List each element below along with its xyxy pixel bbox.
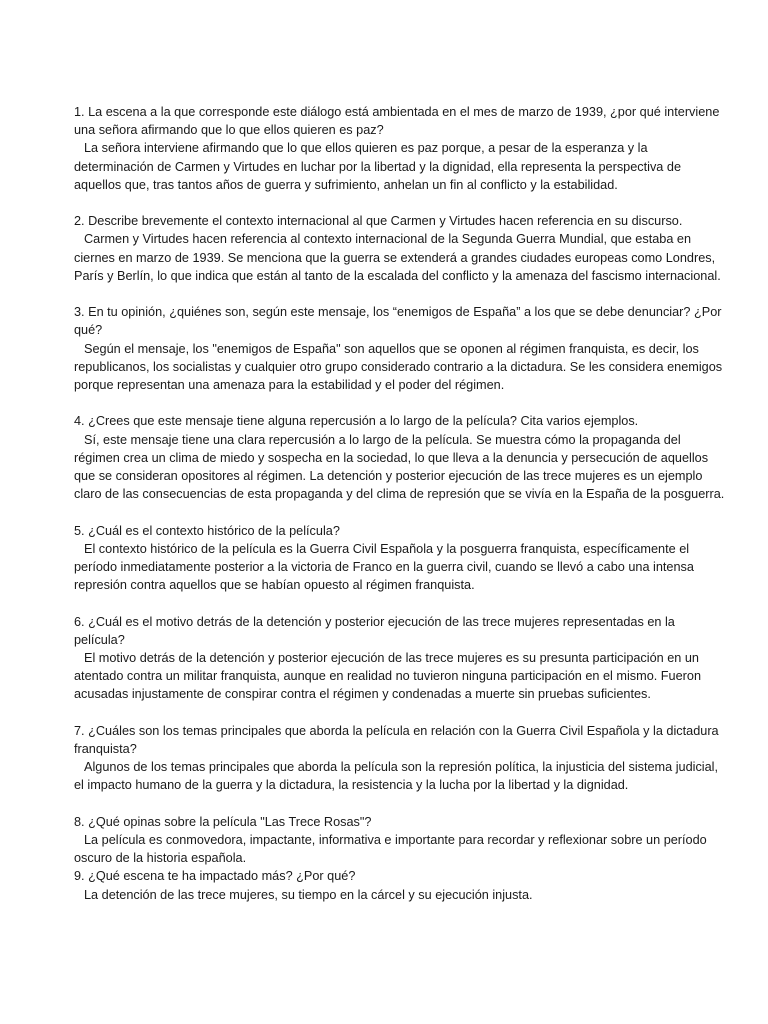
qa-item-6 bbox=[74, 613, 728, 704]
answer-1: La señora interviene afirmando que lo que ellos quieren es paz porque, a pesar de la esperanza y la determinación de Carmen y Virtudes en luchar por la libertad y la dignidad, ella representa la perspectiva de aquellos que, tras tantos años de guerra y sufrimiento, anhelan un fin al conflicto y la estabilidad. bbox=[74, 141, 681, 192]
answer-8: La película es conmovedora, impactante, informativa e importante para recordar y reflexionar sobre un período oscuro de la historia española. bbox=[74, 833, 707, 866]
question-5: 5. ¿Cuál es el contexto histórico de la película? bbox=[74, 523, 340, 538]
document-page bbox=[74, 103, 728, 904]
question-2: 2. Describe brevemente el contexto internacional al que Carmen y Virtudes hacen referencia en su discurso. bbox=[74, 214, 683, 229]
question-7: 7. ¿Cuáles son los temas principales que aborda la película en relación con la Guerra Civil Española y la dictadura franquista? bbox=[74, 723, 719, 757]
question-4: 4. ¿Crees que este mensaje tiene alguna repercusión a lo largo de la película? Cita varios ejemplos. bbox=[74, 414, 639, 429]
question-1: 1. La escena a la que corresponde este diálogo está ambientada en el mes de marzo de 1939, ¿por qué interviene una señora afirmando que lo que ellos quieren es paz? bbox=[74, 105, 720, 138]
qa-item-8 bbox=[74, 813, 728, 868]
answer-9: La detención de las trece mujeres, su tiempo en la cárcel y su ejecución injusta. bbox=[84, 887, 533, 902]
answer-5: El contexto histórico de la película es la Guerra Civil Española y la posguerra franquista, específicamente el período inmediatamente posterior a la victoria de Franco en la guerra civil, cuando se llevó a cabo una intensa represión contra aquellos que se habían opuesto al régimen franquista. bbox=[74, 541, 694, 593]
qa-item-9 bbox=[74, 867, 728, 903]
answer-3: Según el mensaje, los "enemigos de España" son aquellos que se oponen al régimen franquista, es decir, los republicanos, los socialistas y cualquier otro grupo considerado contrario a la dictadura. Se les considera enemigos porque representan una amenaza para la estabilidad y el poder del régimen. bbox=[74, 341, 723, 393]
answer-2: Carmen y Virtudes hacen referencia al contexto internacional de la Segunda Guerra Mundial, que estaba en ciernes en marzo de 1939. Se menciona que la guerra se extenderá a grandes ciudades europeas como Londres, París y Berlín, lo que indica que están al tanto de la escalada del conflicto y la amenaza del fascismo internacional. bbox=[74, 232, 721, 283]
answer-6: El motivo detrás de la detención y posterior ejecución de las trece mujeres es su presunta participación en un atentado contra un militar franquista, aunque en realidad no tuvieron ninguna participación en el mismo. Fueron acusadas injustamente de conspirar contra el régimen y condenadas a muerte sin pruebas suficientes. bbox=[74, 651, 702, 702]
qa-item-5 bbox=[74, 522, 728, 595]
question-3: 3. En tu opinión, ¿quiénes son, según este mensaje, los “enemigos de España” a los que se debe denunciar? ¿Por qué? bbox=[74, 305, 722, 338]
question-9: 9. ¿Qué escena te ha impactado más? ¿Por qué? bbox=[74, 869, 356, 884]
qa-item-3 bbox=[74, 303, 728, 394]
answer-7: Algunos de los temas principales que aborda la película son la represión política, la injusticia del sistema judicial, el impacto humano de la guerra y la dictadura, la resistencia y la lucha por la libertad y la dignidad. bbox=[74, 760, 719, 793]
question-6: 6. ¿Cuál es el motivo detrás de la detención y posterior ejecución de las trece mujeres representadas en la película? bbox=[74, 614, 675, 647]
qa-item-1 bbox=[74, 103, 728, 194]
answer-4: Sí, este mensaje tiene una clara repercusión a lo largo de la película. Se muestra cómo la propaganda del régimen crea un clima de miedo y sospecha en la sociedad, lo que lleva a la denuncia y persecución de aquellos que se consideran opositores al régimen. La detención y posterior ejecución de las trece mujeres es un ejemplo claro de las consecuencias de esta propaganda y del clima de represión que se vivía en la España de la posguerra. bbox=[74, 432, 725, 502]
question-8: 8. ¿Qué opinas sobre la película "Las Trece Rosas"? bbox=[74, 814, 372, 829]
qa-item-2 bbox=[74, 212, 728, 285]
qa-item-7 bbox=[74, 722, 728, 795]
qa-item-4 bbox=[74, 412, 728, 503]
